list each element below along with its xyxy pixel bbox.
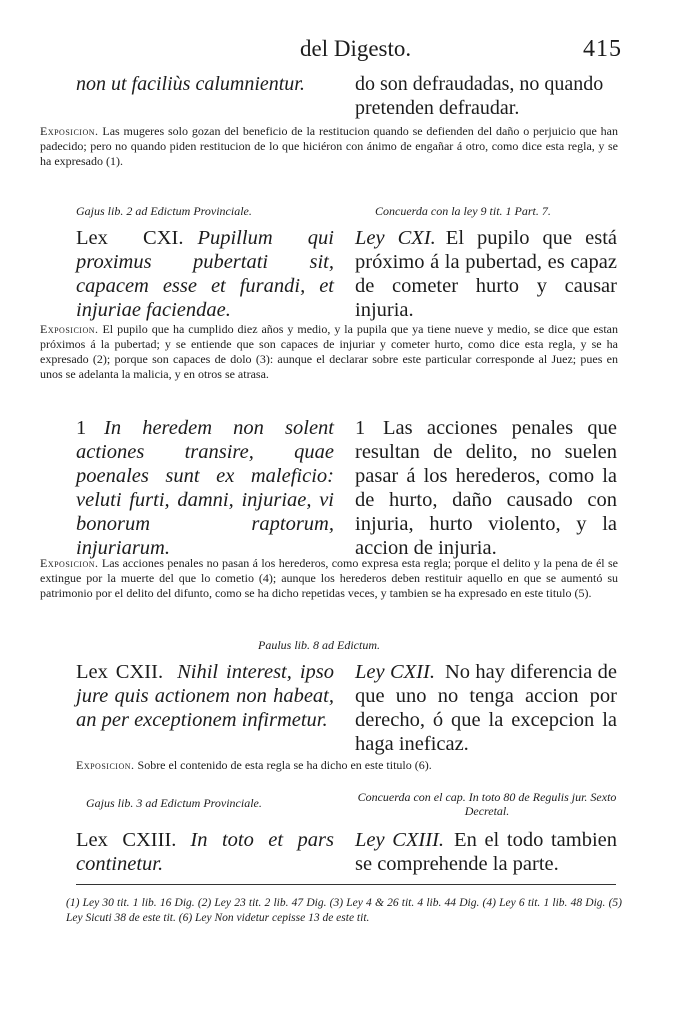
exposicion-cxii bbox=[76, 758, 616, 773]
ley-label: Ley CXIII. bbox=[355, 829, 445, 851]
exposicion-label: Exposicion. bbox=[76, 758, 135, 772]
lex-text: In toto et pars continetur. bbox=[76, 829, 334, 875]
page-number: 415 bbox=[583, 36, 622, 62]
lex-cxiii-latin bbox=[76, 828, 334, 876]
ley-cxii-spanish bbox=[355, 660, 617, 756]
ley-text: No hay diferencia de que uno no tenga accion por derecho, ó que la excepcion la haga ineficaz. bbox=[355, 661, 617, 755]
exposicion-text: El pupilo que ha cumplido diez años y medio, y la pupila que ya tiene nueve y medio, se dice que estan próximos á la pubertad; y se entiende que son capaces de injuriar y cometer hurto, como dice esta regla, y se ha expresado (2); porque son capaces de dolo (3): aunque el declarar sobre este particular corresponde al Juez; pues en unos se adelanta la malicia, y en otros se atrasa. bbox=[40, 322, 618, 381]
lex-label: Lex CXIII. bbox=[76, 829, 177, 851]
exposicion-text: Sobre el contenido de esta regla se ha dicho en este titulo (6). bbox=[137, 758, 432, 772]
source-right: Concuerda con el cap. In toto 80 de Regulis jur. Sexto Decretal. bbox=[357, 790, 617, 818]
lex-text: Nihil interest, ipso jure quis actionem non habeat, an per exceptionem infirmetur. bbox=[76, 661, 334, 731]
ley-text: El pupilo que está próximo á la pubertad, es capaz de cometer hurto y causar injuria. bbox=[355, 227, 617, 321]
source-left: Gajus lib. 3 ad Edictum Provinciale. bbox=[86, 796, 262, 810]
ley-text: En el todo tambien se comprehende la parte. bbox=[355, 829, 618, 875]
ley-label: Ley CXII. bbox=[355, 661, 435, 683]
footnote-rule bbox=[76, 884, 616, 885]
footnotes: (1) Ley 30 tit. 1 lib. 16 Dig. (2) Ley 23 tit. 2 lib. 47 Dig. (3) Ley 4 & 26 tit. 4 lib. 44 Dig. (4) Ley 6 tit. 1 lib. 48 Dig. (5) Ley Sicuti 38 de este tit. (6) Ley Non videtur cepisse 13 de este tit. bbox=[66, 897, 622, 924]
lex-cxi-latin bbox=[76, 226, 334, 322]
ley-cxi-spanish bbox=[355, 226, 617, 322]
cxi-1-latin bbox=[76, 416, 334, 560]
source-right: Concuerda con la ley 9 tit. 1 Part. 7. bbox=[375, 204, 551, 218]
cxi-1-spanish bbox=[355, 416, 617, 560]
latin-text: In heredem non solent actiones transire, quae poenales sunt ex maleficio: veluti furti, damni, injuriae, vi bonorum raptorum, injuriarum. bbox=[76, 417, 334, 559]
lex-label: Lex CXII. bbox=[76, 661, 164, 683]
exposicion-intro bbox=[40, 124, 618, 169]
running-title: del Digesto. bbox=[300, 36, 412, 61]
lex-cxii-latin bbox=[76, 660, 334, 732]
paragraph-number: 1 bbox=[355, 417, 366, 439]
source-left: Gajus lib. 2 ad Edictum Provinciale. bbox=[76, 204, 252, 218]
exposicion-cxi bbox=[40, 322, 618, 382]
exposicion-cxi-1 bbox=[40, 556, 618, 601]
exposicion-label: Exposicion. bbox=[40, 124, 99, 138]
source-center: Paulus lib. 8 ad Edictum. bbox=[258, 638, 380, 652]
spanish-text: Las acciones penales que resultan de delito, no suelen pasar á los herederos, como la de hurto, daño causado con injuria, hurto violento, y la accion de injuria. bbox=[355, 417, 617, 559]
lex-text: Pupillum qui proximus pubertati sit, capacem esse et furandi, et injuriae faciendae. bbox=[76, 227, 334, 321]
exposicion-label: Exposicion. bbox=[40, 556, 99, 570]
intro-latin: non ut faciliùs calumnientur. bbox=[76, 73, 305, 95]
exposicion-text: Las mugeres solo gozan del beneficio de la restitucion quando se defienden del daño o perjuicio que han padecido; pero no quando piden restitucion de lo que hiciéron con ánimo de engañar á otro, como dice esta regla, y se ha expresado (1). bbox=[40, 124, 619, 168]
ley-cxiii-spanish bbox=[355, 828, 617, 876]
lex-label: Lex CXI. bbox=[76, 227, 184, 249]
exposicion-text: Las acciones penales no pasan á los herederos, como expresa esta regla; porque el delito y la pena de él se extingue por la muerte del que lo cometio (4); aunque los herederos deben restituir aquello en que se aumentó su patrimonio por el delito del difunto, como se ha dicho repetidas veces, y tambien se ha expresado en este titulo (5). bbox=[40, 556, 619, 600]
exposicion-label: Exposicion. bbox=[40, 322, 99, 336]
intro-spanish: do son defraudadas, no quando pretenden defraudar. bbox=[355, 73, 604, 119]
ley-label: Ley CXI. bbox=[355, 227, 436, 249]
paragraph-number: 1 bbox=[76, 417, 87, 439]
